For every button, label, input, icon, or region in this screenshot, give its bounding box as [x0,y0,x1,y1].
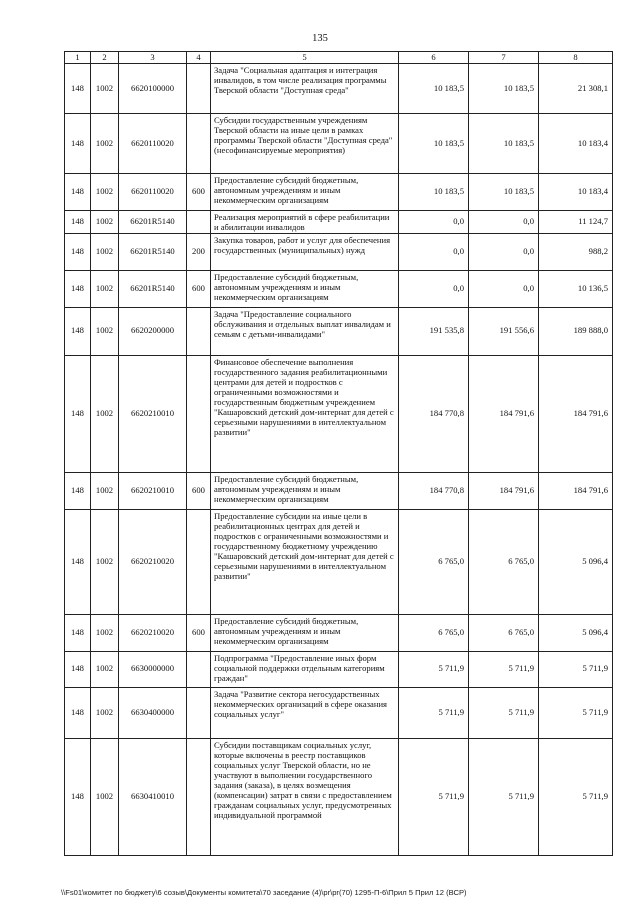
row-amount-year2: 184 791,6 [469,472,539,509]
table-row [65,174,613,211]
row-amount-year2: 0,0 [469,233,539,270]
row-amount-year1: 10 183,5 [399,114,469,174]
row-name: Закупка товаров, работ и услуг для обеспечения государственных (муниципальных) нужд [211,233,399,270]
row-amount-year1: 191 535,8 [399,307,469,355]
file-path-footer: \\Fs01\комитет по бюджету\6 созыв\Документы комитета\70 заседание (4)\pr\pr(70) 1295-П-6\Прил 5 Прил 12 (ВСР) [61,888,467,897]
row-target-article: 6620210020 [119,614,187,651]
table-row [65,509,613,614]
row-amount-year2: 10 183,5 [469,174,539,211]
row-expense-type [187,114,211,174]
row-amount-year1: 6 765,0 [399,614,469,651]
row-section-code: 1002 [91,651,119,687]
row-target-article: 6620210010 [119,472,187,509]
row-amount-year3: 10 136,5 [539,270,613,307]
row-admin-code: 148 [65,651,91,687]
row-amount-year1: 0,0 [399,211,469,234]
row-name: Задача "Социальная адаптация и интеграция инвалидов, в том числе реализация программы Тверской области "Доступная среда" [211,64,399,114]
row-expense-type [187,738,211,855]
row-admin-code: 148 [65,472,91,509]
row-section-code: 1002 [91,614,119,651]
header-cell: 2 [91,52,119,64]
row-admin-code: 148 [65,738,91,855]
row-name: Субсидии государственным учреждениям Тверской области на иные цели в рамках программы Тверской области "Доступная среда" (несофинансируемые мероприятия) [211,114,399,174]
table-row [65,687,613,738]
row-amount-year3: 5 711,9 [539,651,613,687]
row-amount-year3: 21 308,1 [539,64,613,114]
table-row [65,114,613,174]
row-amount-year2: 184 791,6 [469,355,539,472]
row-amount-year3: 5 096,4 [539,614,613,651]
row-target-article: 6630410010 [119,738,187,855]
header-cell: 1 [65,52,91,64]
row-admin-code: 148 [65,307,91,355]
row-name: Предоставление субсидий бюджетным, автономным учреждениям и иным некоммерческим организациям [211,174,399,211]
row-section-code: 1002 [91,114,119,174]
row-admin-code: 148 [65,270,91,307]
row-name: Реализация мероприятий в сфере реабилитации и абилитации инвалидов [211,211,399,234]
header-cell: 7 [469,52,539,64]
header-cell: 3 [119,52,187,64]
header-cell: 4 [187,52,211,64]
header-cell: 6 [399,52,469,64]
row-name: Финансовое обеспечение выполнения государственного задания реабилитационными центрами для детей и подростков с ограниченными возможностями и государственным бюджетным учреждением "Кашаровский детский дом-интернат для детей с серьезными нарушениями в интеллектуальном развитии" [211,355,399,472]
table-row [65,307,613,355]
row-target-article: 6620110020 [119,174,187,211]
row-target-article: 6620110020 [119,114,187,174]
row-amount-year3: 988,2 [539,233,613,270]
row-section-code: 1002 [91,509,119,614]
row-amount-year1: 184 770,8 [399,355,469,472]
row-target-article: 6630000000 [119,651,187,687]
row-name: Задача "Предоставление социального обслуживания и отдельных выплат инвалидам и семьям с детьми-инвалидами" [211,307,399,355]
row-section-code: 1002 [91,270,119,307]
row-expense-type [187,355,211,472]
row-section-code: 1002 [91,233,119,270]
row-admin-code: 148 [65,211,91,234]
row-target-article: 6620210010 [119,355,187,472]
row-amount-year2: 10 183,5 [469,64,539,114]
row-expense-type: 600 [187,472,211,509]
table-row [65,270,613,307]
row-name: Задача "Развитие сектора негосударственных некоммерческих организаций в сфере оказания социальных услуг" [211,687,399,738]
row-expense-type [187,64,211,114]
header-row [65,52,613,64]
row-amount-year2: 0,0 [469,270,539,307]
row-target-article: 66201R5140 [119,270,187,307]
row-expense-type [187,307,211,355]
row-amount-year2: 5 711,9 [469,687,539,738]
row-section-code: 1002 [91,355,119,472]
row-target-article: 6620200000 [119,307,187,355]
row-expense-type: 200 [187,233,211,270]
row-target-article: 66201R5140 [119,211,187,234]
row-section-code: 1002 [91,174,119,211]
row-section-code: 1002 [91,738,119,855]
row-expense-type [187,211,211,234]
row-admin-code: 148 [65,614,91,651]
row-amount-year2: 191 556,6 [469,307,539,355]
row-amount-year3: 184 791,6 [539,472,613,509]
row-name: Предоставление субсидий бюджетным, автономным учреждениям и иным некоммерческим организациям [211,270,399,307]
row-expense-type [187,509,211,614]
row-amount-year3: 10 183,4 [539,174,613,211]
table-row [65,614,613,651]
budget-table [64,51,613,856]
row-amount-year1: 0,0 [399,233,469,270]
row-amount-year1: 0,0 [399,270,469,307]
row-amount-year3: 5 711,9 [539,738,613,855]
header-cell: 8 [539,52,613,64]
row-amount-year1: 10 183,5 [399,64,469,114]
table-row [65,64,613,114]
row-target-article: 6620210020 [119,509,187,614]
row-admin-code: 148 [65,509,91,614]
row-name: Предоставление субсидий бюджетным, автономным учреждениям и иным некоммерческим организациям [211,614,399,651]
row-amount-year1: 5 711,9 [399,651,469,687]
row-amount-year3: 184 791,6 [539,355,613,472]
row-target-article: 66201R5140 [119,233,187,270]
row-amount-year2: 6 765,0 [469,509,539,614]
row-amount-year2: 6 765,0 [469,614,539,651]
row-expense-type: 600 [187,614,211,651]
table-row [65,233,613,270]
row-admin-code: 148 [65,233,91,270]
row-amount-year1: 6 765,0 [399,509,469,614]
row-name: Предоставление субсидии на иные цели в реабилитационных центрах для детей и подростков с ограниченными возможностями и государственному бюджетному учреждению "Кашаровский детский дом-интернат для детей с серьезными нарушениями в интеллектуальном развитии" [211,509,399,614]
row-target-article: 6630400000 [119,687,187,738]
row-amount-year1: 5 711,9 [399,687,469,738]
row-amount-year2: 0,0 [469,211,539,234]
row-expense-type: 600 [187,270,211,307]
row-section-code: 1002 [91,472,119,509]
row-name: Подпрограмма "Предоставление иных форм социальной поддержки отдельным категориям граждан" [211,651,399,687]
row-amount-year2: 10 183,5 [469,114,539,174]
row-admin-code: 148 [65,687,91,738]
row-admin-code: 148 [65,114,91,174]
row-amount-year3: 5 711,9 [539,687,613,738]
row-section-code: 1002 [91,307,119,355]
row-amount-year1: 10 183,5 [399,174,469,211]
row-amount-year1: 184 770,8 [399,472,469,509]
row-expense-type [187,651,211,687]
row-amount-year3: 5 096,4 [539,509,613,614]
row-admin-code: 148 [65,174,91,211]
row-amount-year1: 5 711,9 [399,738,469,855]
row-section-code: 1002 [91,64,119,114]
header-cell: 5 [211,52,399,64]
row-amount-year3: 189 888,0 [539,307,613,355]
row-amount-year3: 10 183,4 [539,114,613,174]
row-section-code: 1002 [91,687,119,738]
row-expense-type: 600 [187,174,211,211]
row-admin-code: 148 [65,64,91,114]
row-amount-year2: 5 711,9 [469,651,539,687]
row-admin-code: 148 [65,355,91,472]
row-target-article: 6620100000 [119,64,187,114]
row-name: Субсидии поставщикам социальных услуг, которые включены в реестр поставщиков социальных услуг Тверской области, но не участвуют в выполнении государственного задания (заказа), в целях возмещения (компенсации) затрат в связи с предоставлением гражданам социальных услуг, предусмотренных индивидуальной программой [211,738,399,855]
table-row [65,211,613,234]
row-section-code: 1002 [91,211,119,234]
row-name: Предоставление субсидий бюджетным, автономным учреждениям и иным некоммерческим организациям [211,472,399,509]
table-row [65,472,613,509]
table-row [65,355,613,472]
page-number: 135 [312,33,328,44]
table-row [65,738,613,855]
row-expense-type [187,687,211,738]
row-amount-year2: 5 711,9 [469,738,539,855]
row-amount-year3: 11 124,7 [539,211,613,234]
table-row [65,651,613,687]
